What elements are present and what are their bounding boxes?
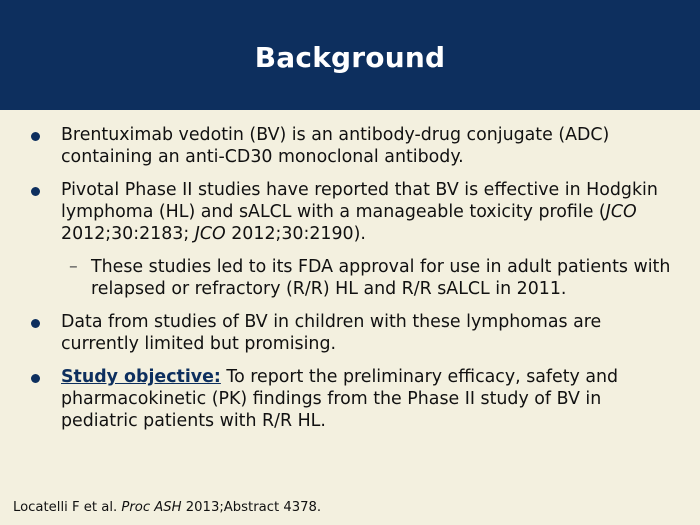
slide-content (0, 120, 700, 432)
slide-header (0, 0, 700, 110)
bullet-item-study-objective (0, 366, 700, 432)
footer-reference: 2013;Abstract 4378. (181, 500, 322, 515)
journal-name: JCO (194, 224, 226, 244)
bullet-item-bv-description (0, 124, 700, 168)
bullet-dot-icon (31, 132, 40, 141)
bullet-text: Pivotal Phase II studies have reported that BV is effective in Hodgkin lymphoma (HL) and sALCL with a manageable toxicity profile ( (61, 180, 658, 222)
citation-text: 2012;30:2183; (61, 224, 195, 244)
study-objective-label: Study objective: (61, 367, 221, 387)
bullet-dot-icon (31, 187, 40, 196)
bullet-text: Brentuximab vedotin (BV) is an antibody-drug conjugate (ADC) containing an anti-CD30 monoclonal antibody. (61, 125, 610, 167)
footer-citation (13, 500, 321, 515)
bullet-item-pediatric-data (0, 311, 700, 355)
bullet-text: Data from studies of BV in children with these lymphomas are currently limited but promising. (61, 312, 602, 354)
footer-authors: Locatelli F et al. (13, 500, 122, 515)
sub-bullet-text: These studies led to its FDA approval for use in adult patients with relapsed or refractory (R/R) HL and R/R sALCL in 2011. (91, 257, 671, 299)
bullet-text: To report the preliminary efficacy, safety and pharmacokinetic (PK) findings from the Phase II study of BV in pediatric patients with R/R HL. (61, 367, 619, 431)
slide-title: Background (254, 40, 446, 74)
journal-name: JCO (605, 202, 637, 222)
footer-journal: Proc ASH (121, 500, 182, 515)
bullet-dot-icon (31, 374, 40, 383)
bullet-item-pivotal-studies (0, 179, 700, 245)
citation-text: 2012;30:2190). (225, 224, 366, 244)
sub-bullet-fda-approval (0, 256, 700, 300)
bullet-dot-icon (31, 319, 40, 328)
dash-icon: – (69, 257, 78, 277)
